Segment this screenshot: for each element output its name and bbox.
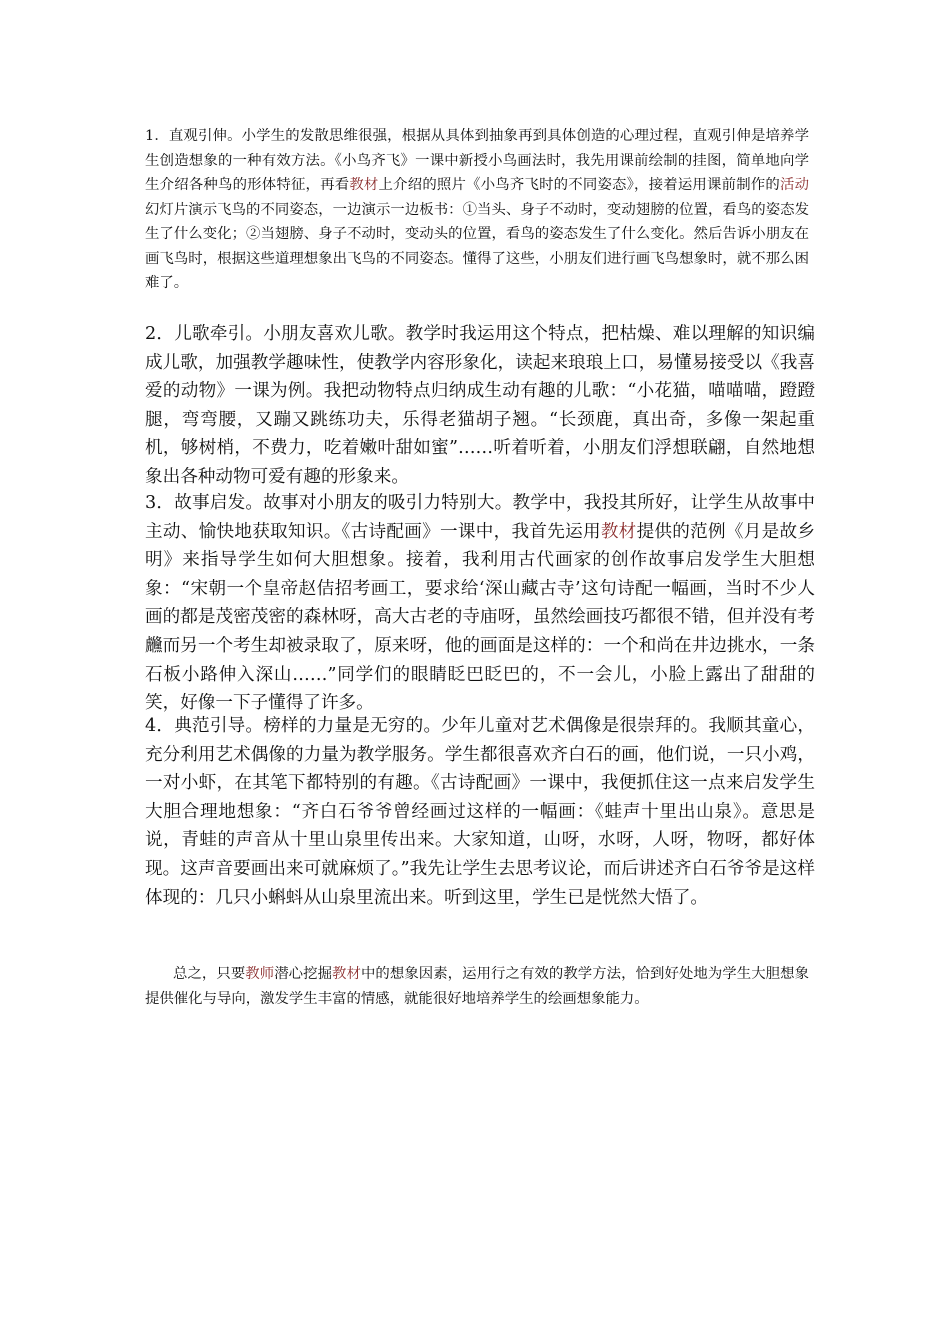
paragraph-5-text-c: 中的想象因素，运用行之有效的教学方法，恰到好处地为学生大胆想象提供催化与导向，激发学生丰富的情感，就能很好地培养学生的绘画想象能力。 — [145, 966, 809, 1007]
paragraph-1-text-c: 幻灯片演示飞鸟的不同姿态，一边演示一边板书：①当头、身子不动时，变动翅膀的位置，看鸟的姿态发生了什么变化；②当翅膀、身子不动时，变动头的位置，看鸟的姿态发生了什么变化。然后告诉小朋友在画飞鸟时，根据这些道理想象出飞鸟的不同姿态。懂得了这些，小朋友们进行画飞鸟想象时，就不那么困难了。 — [145, 201, 809, 291]
paragraph-1-text-b: 上介绍的照片《小鸟齐飞时的不同姿态》，接着运用课前制作的 — [378, 177, 780, 193]
textbook-link[interactable]: 教材 — [600, 521, 637, 542]
paragraph-5-text-b: 潜心挖掘 — [274, 966, 333, 982]
paragraph-1-intuitive-extension — [145, 124, 809, 296]
paragraph-1-text-a: 1．直观引伸。小学生的发散思维很强，根据从具体到抽象再到具体创造的心理过程，直观引伸是培养学生创造想象的一种有效方法。《小鸟齐飞》一课中新授小鸟画法时，我先用课前绘制的挂图，简单地向学生介绍各种鸟的形体特征，再看 — [145, 128, 809, 193]
textbook-link[interactable]: 教材 — [349, 177, 379, 193]
paragraph-3-text-a: 3．故事启发。故事对小朋友的吸引力特别大。教学中，我投其所好，让学生从故事中主动、愉快地获取知识。《古诗配画》一课中，我首先运用 — [145, 493, 815, 542]
activity-link[interactable]: 活动 — [779, 177, 809, 193]
textbook-link[interactable]: 教材 — [332, 966, 361, 982]
paragraph-5-conclusion — [145, 962, 809, 1011]
teacher-link[interactable]: 教师 — [245, 966, 275, 982]
paragraph-5-text-a: 总之，只要 — [173, 966, 246, 982]
paragraph-3-text-b: 提供的范例《月是故乡明》来指导学生如何大胆想象。接着，我利用古代画家的创作故事启发学生大胆想象：“宋朝一个皇帝赵佶招考画工，要求给‘深山藏古寺’这句诗配一幅画，当时不少人画的都是茂密茂密的森林呀，高大古老的寺庙呀，虽然绘画技巧都很不错，但并没有考虪而另一个考生却被录取了，原来呀，他的画面是这样的：一个和尚在井边挑水，一条石板小路伸入深山……”同学们的眼睛眨巴眨巴的，不一会儿，小脸上露出了甜甜的笑，好像一下子懂得了许多。 — [145, 521, 815, 714]
paragraph-4-role-model: 4．典范引导。榜样的力量是无穷的。少年儿童对艺术偶像是很崇拜的。我顺其童心，充分利用艺术偶像的力量为教学服务。学生都很喜欢齐白石的画，他们说，一只小鸡，一对小虾，在其笔下都特别的有趣。《古诗配画》一课中，我便抓住这一点来启发学生大胆合理地想象：“齐白石爷爷曾经画过这样的一幅画：《蛙声十里出山泉》。意思是说，青蛙的声音从十里山泉里传出来。大家知道，山呀，水呀，人呀，物呀，都好体现。这声音要画出来可就麻烦了。”我先让学生去思考议论，而后讲述齐白石爷爷是这样体现的：几只小蝌蚪从山泉里流出来。听到这里，学生已是恍然大悟了。 — [145, 716, 815, 908]
paragraph-2-nursery-rhyme: 2．儿歌牵引。小朋友喜欢儿歌。教学时我运用这个特点，把枯燥、难以理解的知识编成儿歌，加强教学趣味性，使教学内容形象化，读起来琅琅上口，易懂易接受以《我喜爱的动物》一课为例。我把动物特点归纳成生动有趣的儿歌：“小花猫，喵喵喵，蹬蹬腿，弯弯腰，又蹦又跳练功夫，乐得老猫胡子翘。“长颈鹿，真出奇，多像一架起重机，够树梢，不费力，吃着嫩叶甜如蜜”……听着听着，小朋友们浮想联翩，自然地想象出各种动物可爱有趣的形象来。 — [145, 324, 815, 487]
paragraph-3-story-inspiration — [145, 489, 815, 718]
